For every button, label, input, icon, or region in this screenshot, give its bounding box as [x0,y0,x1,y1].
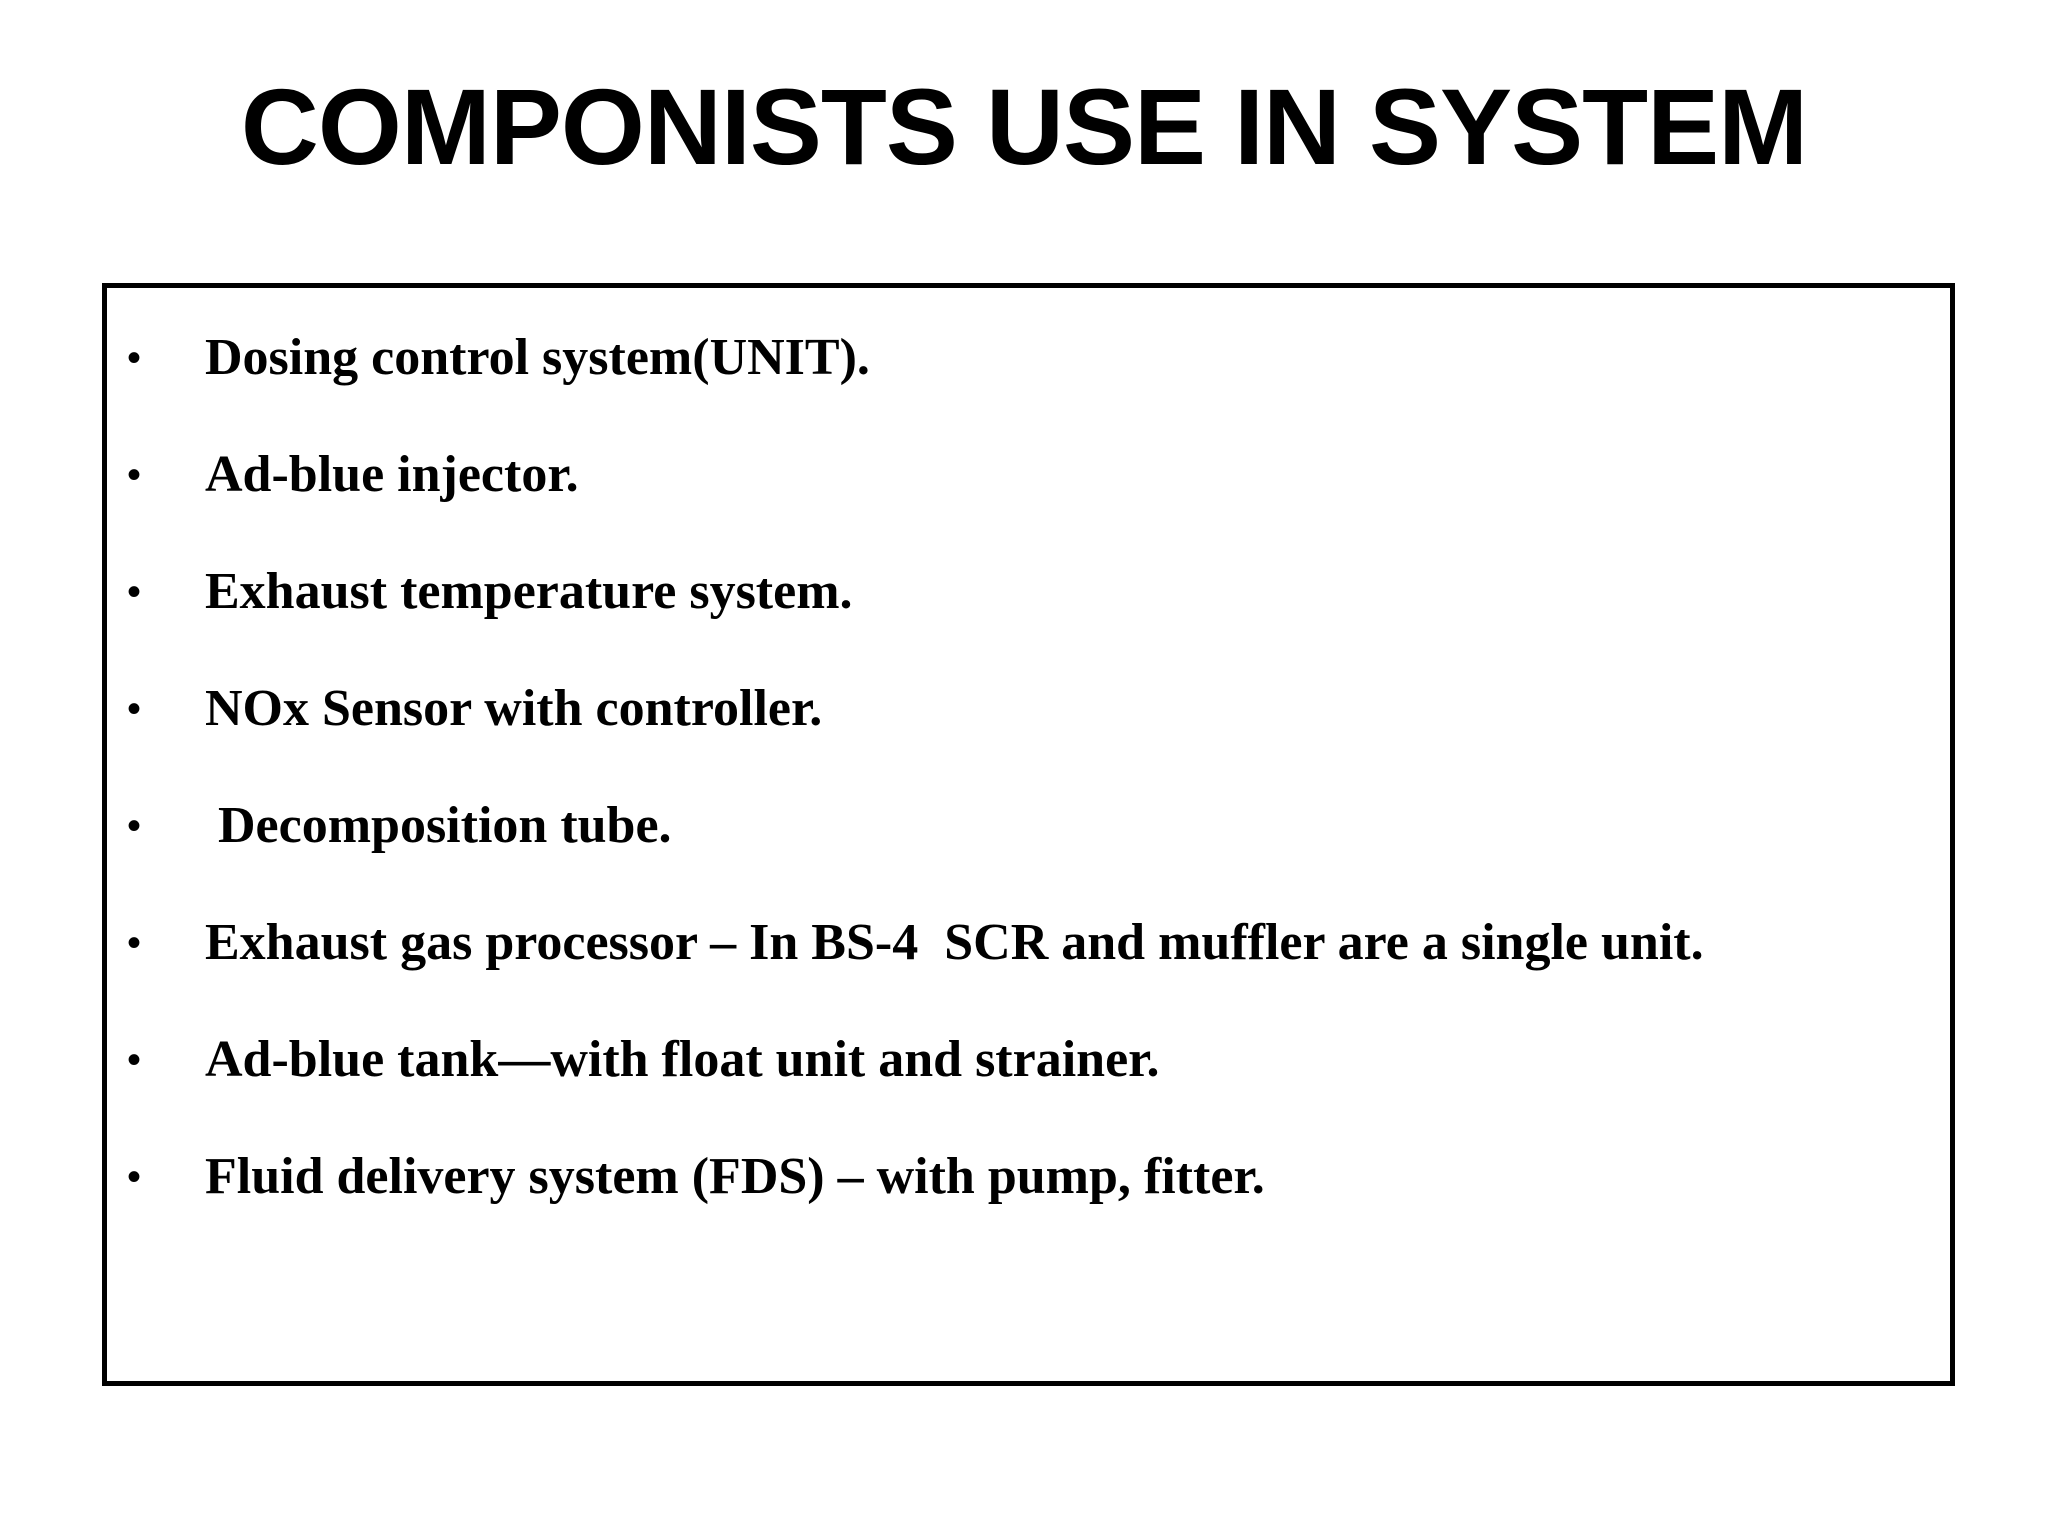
list-item [107,328,1950,445]
list-item-text: Dosing control system(UNIT). [205,329,870,386]
list-item [107,445,1950,562]
list-item-text: Exhaust gas processor – In BS-4 SCR and muffler are a single unit. [205,914,1704,971]
list-item-text: Decomposition tube. [205,797,672,854]
bullet-icon: • [127,570,142,614]
bullet-icon: • [127,1155,142,1199]
list-item [107,796,1950,913]
list-item [107,562,1950,679]
content-box [102,283,1955,1386]
bullet-icon: • [127,1038,142,1082]
list-item [107,679,1950,796]
list-item-text: Exhaust temperature system. [205,563,853,620]
bullet-list [107,328,1950,1264]
list-item-text: Ad-blue tank—with float unit and strainer. [205,1031,1160,1088]
bullet-icon: • [127,687,142,731]
bullet-icon: • [127,336,142,380]
page-title: COMPONISTS USE IN SYSTEM [240,66,1808,187]
bullet-icon: • [127,921,142,965]
list-item-text: Ad-blue injector. [205,446,579,503]
list-item-text: Fluid delivery system (FDS) – with pump, fitter. [205,1148,1265,1205]
bullet-icon: • [127,453,142,497]
list-item [107,1030,1950,1147]
bullet-icon: • [127,804,142,848]
list-item [107,913,1950,1030]
list-item-text: NOx Sensor with controller. [205,680,823,737]
list-item [107,1147,1950,1264]
